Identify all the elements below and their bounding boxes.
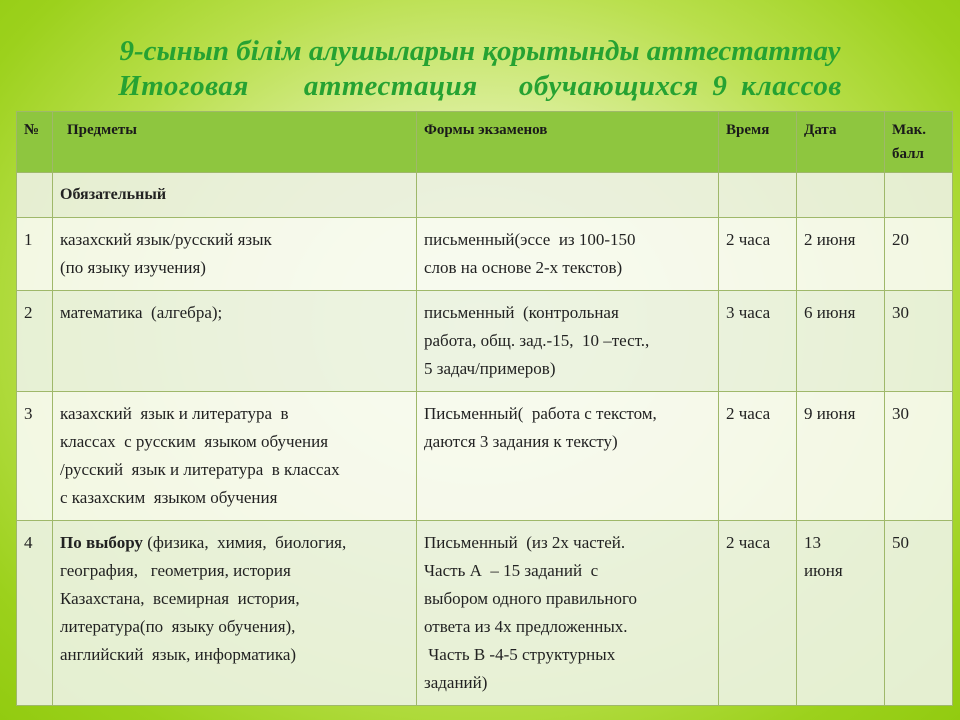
row-time: 2 часа [719, 521, 797, 706]
row-subject [53, 218, 417, 291]
subject-line-part: (физика, химия, биология, [142, 533, 347, 552]
group-empty-cell [797, 173, 885, 218]
row-date: 9 июня [797, 392, 885, 521]
table-header-row [17, 112, 953, 173]
row-score: 50 [885, 521, 953, 706]
subject-line: математика (алгебра); [60, 303, 223, 322]
slide-title [0, 34, 960, 104]
subject-line: (по языку изучения) [60, 258, 206, 277]
row-exam-form [417, 521, 719, 706]
form-line: работа, общ. зад.-15, 10 –тест., [424, 331, 650, 350]
row-number: 1 [17, 218, 53, 291]
row-date [797, 521, 885, 706]
group-empty-cell [17, 173, 53, 218]
form-line: Письменный( работа с текстом, [424, 404, 657, 423]
form-line: Часть А – 15 заданий с [424, 561, 599, 580]
row-time: 2 часа [719, 392, 797, 521]
row-time: 3 часа [719, 291, 797, 392]
subject-line [60, 529, 409, 557]
form-line: слов на основе 2-х текстов) [424, 258, 623, 277]
form-line: Письменный (из 2х частей. [424, 533, 626, 552]
subject-elective-label: По выбору [60, 533, 143, 552]
table-row [17, 521, 953, 706]
header-time: Время [719, 112, 797, 173]
header-exam-forms: Формы экзаменов [417, 112, 719, 173]
row-exam-form [417, 291, 719, 392]
form-line: Часть В -4-5 структурных [424, 645, 616, 664]
table-row [17, 218, 953, 291]
subject-line: с казахским языком обучения [60, 488, 278, 507]
row-number: 3 [17, 392, 53, 521]
subject-line: география, геометрия, история [60, 561, 291, 580]
group-empty-cell [885, 173, 953, 218]
date-line: июня [804, 561, 843, 580]
form-line: ответа из 4х предложенных. [424, 617, 628, 636]
table-row [17, 291, 953, 392]
header-subjects: Предметы [53, 112, 417, 173]
row-score: 30 [885, 392, 953, 521]
form-line: даются 3 задания к тексту) [424, 432, 618, 451]
header-date: Дата [797, 112, 885, 173]
row-date: 2 июня [797, 218, 885, 291]
title-line-russian: Итоговая аттестация обучающихся 9 классов [118, 70, 842, 102]
form-line: 5 задач/примеров) [424, 359, 556, 378]
subject-line: Казахстана, всемирная история, [60, 589, 300, 608]
form-line: выбором одного правильного [424, 589, 637, 608]
group-empty-cell [417, 173, 719, 218]
row-score: 20 [885, 218, 953, 291]
subject-line: /русский язык и литература в классах [60, 460, 340, 479]
row-subject [53, 521, 417, 706]
form-line: письменный(эссе из 100-150 [424, 230, 636, 249]
exam-schedule-table [16, 111, 953, 706]
table-row [17, 392, 953, 521]
row-date: 6 июня [797, 291, 885, 392]
subject-line: английский язык, информатика) [60, 645, 297, 664]
date-line: 13 [804, 533, 821, 552]
row-number: 2 [17, 291, 53, 392]
row-time: 2 часа [719, 218, 797, 291]
form-line: заданий) [424, 673, 488, 692]
row-exam-form [417, 392, 719, 521]
title-line-kazakh: 9-сынып білім алушыларын қорытынды аттестаттау [119, 35, 841, 67]
row-number: 4 [17, 521, 53, 706]
form-line: письменный (контрольная [424, 303, 619, 322]
subject-line: классах с русским языком обучения [60, 432, 329, 451]
header-number: № [17, 112, 53, 173]
subject-line: казахский язык и литература в [60, 404, 289, 423]
row-subject [53, 291, 417, 392]
header-max-score: Мак. балл [885, 112, 953, 173]
row-subject [53, 392, 417, 521]
table-group-row [17, 173, 953, 218]
group-empty-cell [719, 173, 797, 218]
subject-line: литература(по языку обучения), [60, 617, 296, 636]
subject-line: казахский язык/русский язык [60, 230, 272, 249]
group-label: Обязательный [53, 173, 417, 218]
row-score: 30 [885, 291, 953, 392]
row-exam-form [417, 218, 719, 291]
